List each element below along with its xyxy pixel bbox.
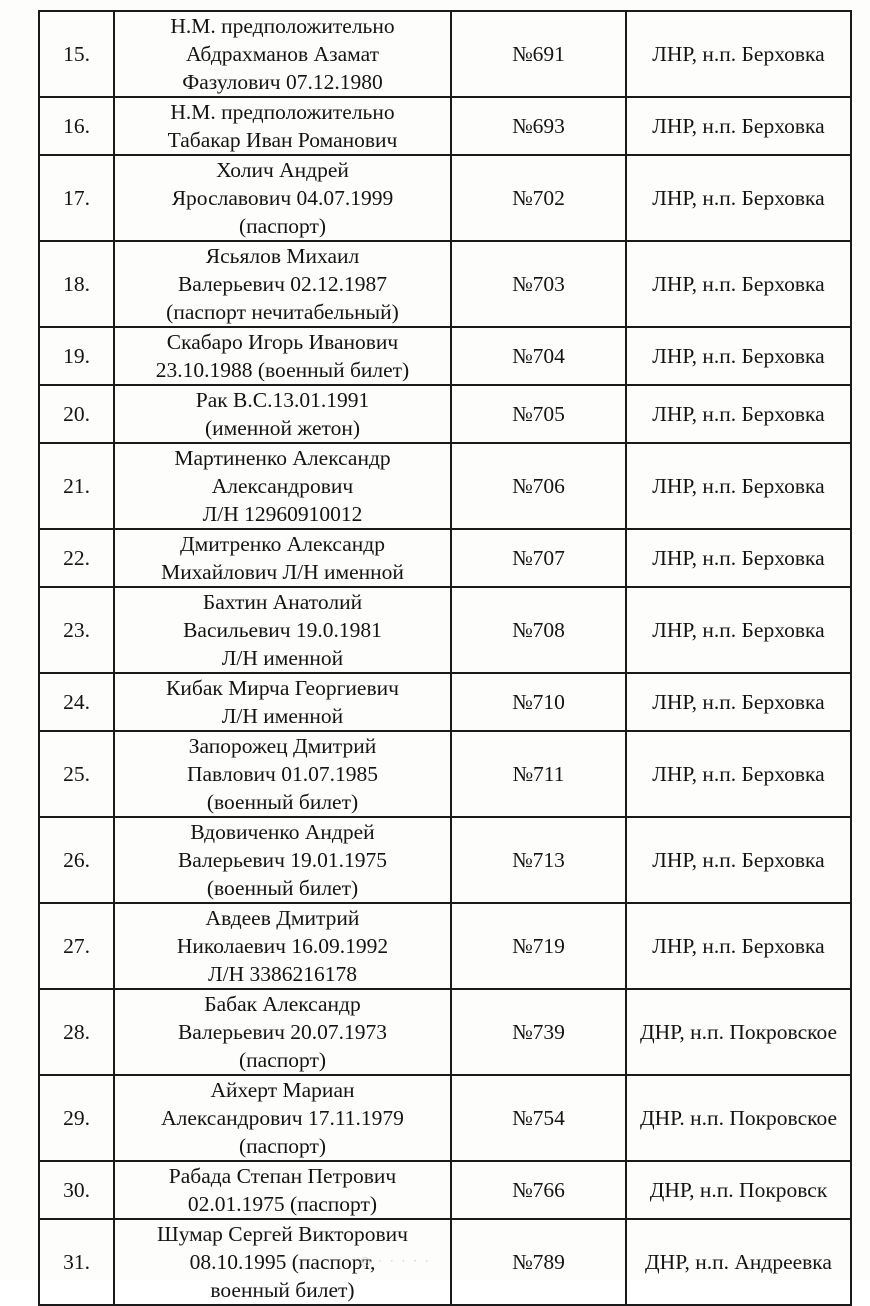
person-line: Бабак Александр: [204, 992, 361, 1016]
person-line: Дмитренко Александр: [180, 532, 385, 556]
tag-number-cell: №789: [451, 1219, 626, 1305]
tag-number-cell: №703: [451, 241, 626, 327]
person-line: Л/Н именной: [221, 704, 344, 728]
table-row: [39, 817, 851, 903]
location-cell: ЛНР, н.п. Берховка: [626, 673, 851, 731]
person-line: Айхерт Мариан: [210, 1078, 355, 1102]
row-number-cell: 15.: [39, 11, 114, 97]
person-cell: [114, 385, 451, 443]
person-line: военный билет): [210, 1278, 355, 1302]
location-cell: ЛНР, н.п. Берховка: [626, 903, 851, 989]
person-line: Ярославович 04.07.1999: [171, 186, 394, 210]
person-line: Фазулович 07.12.1980: [182, 70, 383, 94]
person-line: Бахтин Анатолий: [202, 590, 363, 614]
row-number-cell: 21.: [39, 443, 114, 529]
person-line: Авдеев Дмитрий: [205, 906, 360, 930]
person-cell: [114, 443, 451, 529]
row-number-cell: 28.: [39, 989, 114, 1075]
row-number-cell: 25.: [39, 731, 114, 817]
person-line: (именной жетон): [204, 416, 361, 440]
person-line: Александрович 17.11.1979: [161, 1106, 404, 1130]
tag-number-cell: №710: [451, 673, 626, 731]
row-number-cell: 26.: [39, 817, 114, 903]
person-line: Шумар Сергей Викторович: [157, 1222, 408, 1246]
row-number-cell: 18.: [39, 241, 114, 327]
watermark: ◎ · · · · ·: [360, 1254, 431, 1268]
tag-number-cell: №704: [451, 327, 626, 385]
tag-number-cell: №691: [451, 11, 626, 97]
location-cell: ЛНР, н.п. Берховка: [626, 155, 851, 241]
person-line: (военный билет): [206, 790, 359, 814]
person-line: Табакар Иван Романович: [167, 128, 398, 152]
records-table-body: [39, 11, 851, 1305]
table-row: [39, 155, 851, 241]
person-cell: [114, 817, 451, 903]
table-row: [39, 241, 851, 327]
tag-number-cell: №702: [451, 155, 626, 241]
tag-number-cell: №719: [451, 903, 626, 989]
person-cell: [114, 529, 451, 587]
person-line: Мартиненко Александр: [174, 446, 391, 470]
person-line: 23.10.1988 (военный билет): [155, 358, 410, 382]
location-cell: ДНР, н.п. Андреевка: [626, 1219, 851, 1305]
table-row: [39, 731, 851, 817]
person-cell: [114, 587, 451, 673]
row-number-cell: 27.: [39, 903, 114, 989]
tag-number-cell: №711: [451, 731, 626, 817]
tag-number-cell: №708: [451, 587, 626, 673]
person-cell: [114, 731, 451, 817]
person-cell: [114, 1075, 451, 1161]
tag-number-cell: №713: [451, 817, 626, 903]
tag-number-cell: №706: [451, 443, 626, 529]
person-line: Михайлович Л/Н именной: [161, 560, 404, 584]
person-line: Валерьевич 02.12.1987: [177, 272, 388, 296]
person-cell: [114, 97, 451, 155]
location-cell: ЛНР, н.п. Берховка: [626, 731, 851, 817]
tag-number-cell: №766: [451, 1161, 626, 1219]
row-number-cell: 19.: [39, 327, 114, 385]
location-cell: ЛНР, н.п. Берховка: [626, 97, 851, 155]
person-cell: [114, 673, 451, 731]
person-line: Вдовиченко Андрей: [190, 820, 375, 844]
table-row: [39, 97, 851, 155]
person-cell: [114, 989, 451, 1075]
location-cell: ЛНР, н.п. Берховка: [626, 327, 851, 385]
person-line: Абдрахманов Азамат: [185, 42, 379, 66]
person-line: Н.М. предположительно: [170, 14, 395, 38]
row-number-cell: 29.: [39, 1075, 114, 1161]
location-cell: ЛНР, н.п. Берховка: [626, 385, 851, 443]
location-cell: ЛНР, н.п. Берховка: [626, 11, 851, 97]
person-cell: [114, 1161, 451, 1219]
tag-number-cell: №705: [451, 385, 626, 443]
location-cell: ДНР. н.п. Покровское: [626, 1075, 851, 1161]
person-line: Васильевич 19.0.1981: [183, 618, 382, 642]
location-cell: ЛНР, н.п. Берховка: [626, 529, 851, 587]
location-cell: ЛНР, н.п. Берховка: [626, 817, 851, 903]
location-cell: ДНР, н.п. Покровское: [626, 989, 851, 1075]
table-row: [39, 11, 851, 97]
table-row: [39, 587, 851, 673]
person-line: Л/Н именной: [221, 646, 344, 670]
person-line: Павлович 01.07.1985: [186, 762, 378, 786]
location-cell: ЛНР, н.п. Берховка: [626, 443, 851, 529]
table-row: [39, 989, 851, 1075]
table-row: [39, 529, 851, 587]
person-line: 02.01.1975 (паспорт): [187, 1192, 378, 1216]
tag-number-cell: №739: [451, 989, 626, 1075]
row-number-cell: 23.: [39, 587, 114, 673]
person-cell: [114, 241, 451, 327]
person-line: Валерьевич 19.01.1975: [177, 848, 388, 872]
row-number-cell: 31.: [39, 1219, 114, 1305]
person-cell: [114, 327, 451, 385]
tag-number-cell: №693: [451, 97, 626, 155]
table-row: [39, 1075, 851, 1161]
location-cell: ЛНР, н.п. Берховка: [626, 241, 851, 327]
row-number-cell: 20.: [39, 385, 114, 443]
row-number-cell: 16.: [39, 97, 114, 155]
table-row: [39, 903, 851, 989]
person-cell: [114, 155, 451, 241]
person-line: Валерьевич 20.07.1973: [177, 1020, 388, 1044]
person-line: 08.10.1995 (паспорт,: [189, 1250, 376, 1274]
person-line: Рак В.С.13.01.1991: [195, 388, 370, 412]
person-cell: [114, 903, 451, 989]
person-line: Рабада Степан Петрович: [168, 1164, 397, 1188]
person-line: Н.М. предположительно: [170, 100, 395, 124]
location-cell: ЛНР, н.п. Берховка: [626, 587, 851, 673]
person-line: Ясьялов Михаил: [205, 244, 360, 268]
person-line: Николаевич 16.09.1992: [176, 934, 389, 958]
table-row: [39, 443, 851, 529]
person-line: Холич Андрей: [216, 158, 349, 182]
person-line: (паспорт нечитабельный): [166, 300, 399, 324]
person-line: Кибак Мирча Георгиевич: [166, 676, 399, 700]
person-line: Александрович: [211, 474, 354, 498]
row-number-cell: 24.: [39, 673, 114, 731]
person-line: Л/Н 12960910012: [202, 502, 363, 526]
table-row: [39, 673, 851, 731]
row-number-cell: 30.: [39, 1161, 114, 1219]
person-cell: [114, 11, 451, 97]
records-table: [38, 10, 852, 1306]
person-line: (паспорт): [238, 1048, 327, 1072]
table-row: [39, 1161, 851, 1219]
row-number-cell: 22.: [39, 529, 114, 587]
table-row: [39, 385, 851, 443]
person-line: Л/Н 3386216178: [208, 962, 357, 986]
tag-number-cell: №707: [451, 529, 626, 587]
person-line: Запорожец Дмитрий: [188, 734, 377, 758]
person-line: (паспорт): [238, 214, 327, 238]
person-line: (паспорт): [238, 1134, 327, 1158]
location-cell: ДНР, н.п. Покровск: [626, 1161, 851, 1219]
person-line: Скабаро Игорь Иванович: [166, 330, 399, 354]
row-number-cell: 17.: [39, 155, 114, 241]
person-line: (военный билет): [206, 876, 359, 900]
table-row: [39, 327, 851, 385]
tag-number-cell: №754: [451, 1075, 626, 1161]
